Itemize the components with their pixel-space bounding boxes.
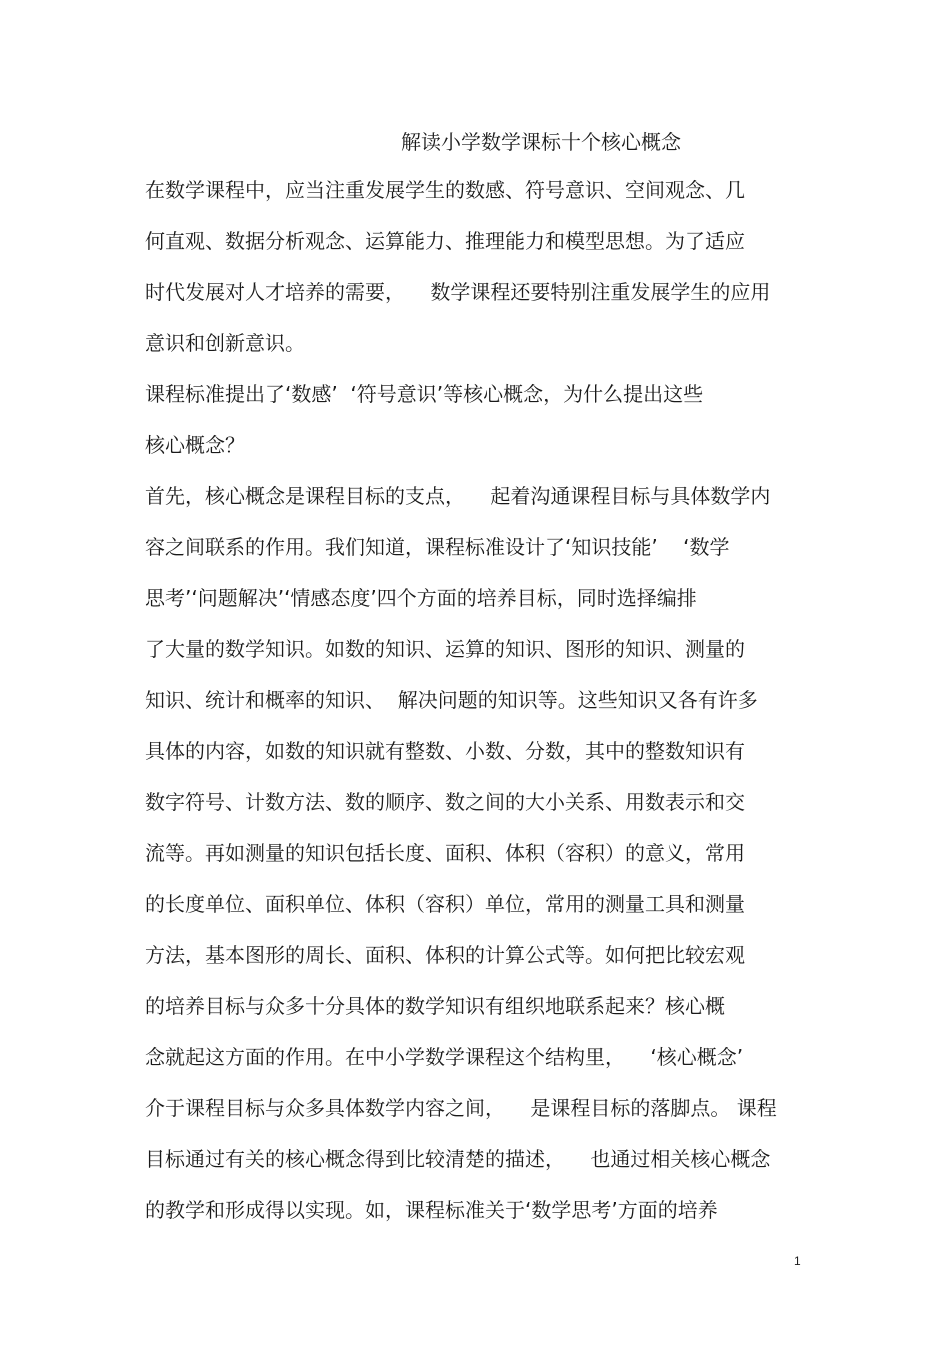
text-line: 知识、统计和概率的知识、 解决问题的知识等。这些知识又各有许多 <box>145 688 758 712</box>
text-line: 首先，核心概念是课程目标的支点， 起着沟通课程目标与具体数学内 <box>145 484 771 508</box>
text-line: 目标通过有关的核心概念得到比较清楚的描述， 也通过相关核心概念 <box>145 1147 771 1171</box>
text-line: 核心概念？ <box>145 433 245 457</box>
text-line: 的培养目标与众多十分具体的数学知识有组织地联系起来？核心概 <box>145 994 725 1018</box>
page-number: 1 <box>794 1254 801 1268</box>
body-text <box>145 175 825 1246</box>
text-line: 课程标准提出了‘数感’ ‘符号意识’等核心概念，为什么提出这些 <box>145 382 704 406</box>
text-line: 的教学和形成得以实现。如，课程标准关于‘数学思考’方面的培养 <box>145 1198 718 1222</box>
text-line: 流等。再如测量的知识包括长度、面积、体积（容积）的意义，常用 <box>145 841 745 865</box>
text-line: 介于课程目标与众多具体数学内容之间， 是课程目标的落脚点。 课程 <box>145 1096 777 1120</box>
text-line: 了大量的数学知识。如数的知识、运算的知识、图形的知识、测量的 <box>145 637 745 661</box>
text-line: 在数学课程中，应当注重发展学生的数感、符号意识、空间观念、几 <box>145 178 745 202</box>
text-line: 数字符号、计数方法、数的顺序、数之间的大小关系、用数表示和交 <box>145 790 745 814</box>
text-line: 方法，基本图形的周长、面积、体积的计算公式等。如何把比较宏观 <box>145 943 745 967</box>
document-title: 解读小学数学课标十个核心概念 <box>401 130 681 154</box>
text-line: 具体的内容，如数的知识就有整数、小数、分数，其中的整数知识有 <box>145 739 745 763</box>
text-line: 思考’‘问题解决’‘情感态度’四个方面的培养目标，同时选择编排 <box>145 586 697 610</box>
text-line: 何直观、数据分析观念、运算能力、推理能力和模型思想。为了适应 <box>145 229 745 253</box>
text-line: 意识和创新意识。 <box>145 331 305 355</box>
text-line: 容之间联系的作用。我们知道，课程标准设计了‘知识技能’ ‘数学 <box>145 535 730 559</box>
text-line: 念就起这方面的作用。在中小学数学课程这个结构里， ‘核心概念’ <box>145 1045 744 1069</box>
text-line: 时代发展对人才培养的需要， 数学课程还要特别注重发展学生的应用 <box>145 280 771 304</box>
text-line: 的长度单位、面积单位、体积（容积）单位，常用的测量工具和测量 <box>145 892 745 916</box>
